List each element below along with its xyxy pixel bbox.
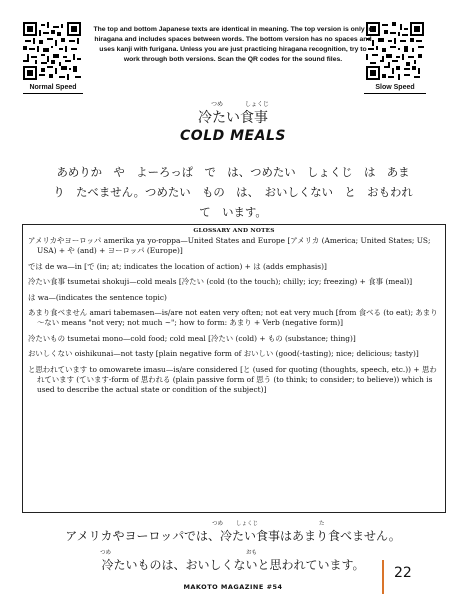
kanji-line-2: 冷たいものは、おいしくないと思われています。 [101, 558, 365, 572]
kanji-line-1: アメリカやヨーロッパでは、冷たい食事はあまり食べません。 [65, 529, 401, 543]
title-japanese: 冷たい食事 [198, 110, 268, 126]
title-furigana-shokuji: しょくじ [245, 101, 270, 108]
qr-label-normal-speed: Normal Speed [23, 84, 83, 94]
furigana: た [319, 521, 325, 527]
glossary-box [22, 224, 446, 513]
glossary-entry: 冷たい食事 tsumetai shokuji—cold meals [冷たい (cold (to the touch); chilly; icy; freezing) + 食事 (meal)] [28, 277, 413, 287]
glossary-entry: おいしくない oishikunai—not tasty [plain negative form of おいしい (good(-tasting); nice; delicious; tasty)] [28, 349, 419, 359]
furigana: おも [246, 550, 258, 556]
title-furigana [0, 99, 466, 107]
page-number: 22 [394, 565, 412, 581]
kanji-sentence-1 [0, 519, 466, 544]
glossary-heading: GLOSSARY AND NOTES [193, 228, 275, 234]
glossary-entry: あまり食べません amari tabemasen—is/are not eaten very often; not eat very much [from 食べる (to eat); あまり～ない means "not very; not much ~"; how to form: あまり + Verb (negative form)] [28, 308, 438, 328]
qr-code-icon [23, 22, 81, 80]
intro-text: The top and bottom Japanese texts are identical in meaning. The top version is only in hiragana and includes spaces between words. The bottom version has no spaces and uses kanji with furigana. Unless you are just practicing hiragana recognition, try to work through both versions. Scan the QR codes for the sound files. [93, 26, 373, 63]
qr-code-icon [366, 22, 424, 80]
glossary-entry: は wa—(indicates the sentence topic) [28, 292, 167, 302]
furigana: つめ [212, 521, 224, 527]
japanese-title [0, 99, 466, 127]
english-title: COLD MEALS [180, 128, 286, 144]
magazine-footer: MAKOTO MAGAZINE #54 [183, 583, 283, 591]
glossary-entry: では de wa—in [で (in; at; indicates the location of action) + は (adds emphasis)] [28, 261, 327, 271]
qr-label-slow-speed: Slow Speed [364, 84, 426, 94]
furigana-line-1 [0, 519, 466, 527]
glossary-entry: と思われています to omowarete imasu—is/are considered [と (used for quoting (thoughts, speech, etc.)) + 思われています (ています-form of 思われる (plain passive form of 思う (to think; to consider; to believe)) which is used to describe the actual state or condition of the subject)] [28, 364, 437, 395]
furigana: つめ [100, 550, 112, 556]
hiragana-text: あめりか や よーろっぱ で は、つめたい しょくじ は あまり たべません。つめたい もの は、 おいしくない と おもわれて います。 [53, 165, 413, 219]
title-furigana-tsume: つめ [211, 101, 224, 108]
glossary-entry: アメリカやヨーロッパ amerika ya yo-roppa—United States and Europe [アメリカ (America; United States; US; USA) + や (and) + ヨーロッパ (Europe)] [28, 236, 431, 256]
page-accent-bar [382, 560, 384, 594]
furigana: しょくじ [236, 521, 259, 527]
qr-code-slow-speed[interactable] [366, 22, 424, 80]
qr-code-normal-speed[interactable] [23, 22, 81, 80]
furigana-line-2 [0, 548, 466, 556]
glossary-entry: 冷たいもの tsumetai mono—cold food; cold meal [冷たい (cold) + もの (substance; thing)] [28, 333, 356, 343]
